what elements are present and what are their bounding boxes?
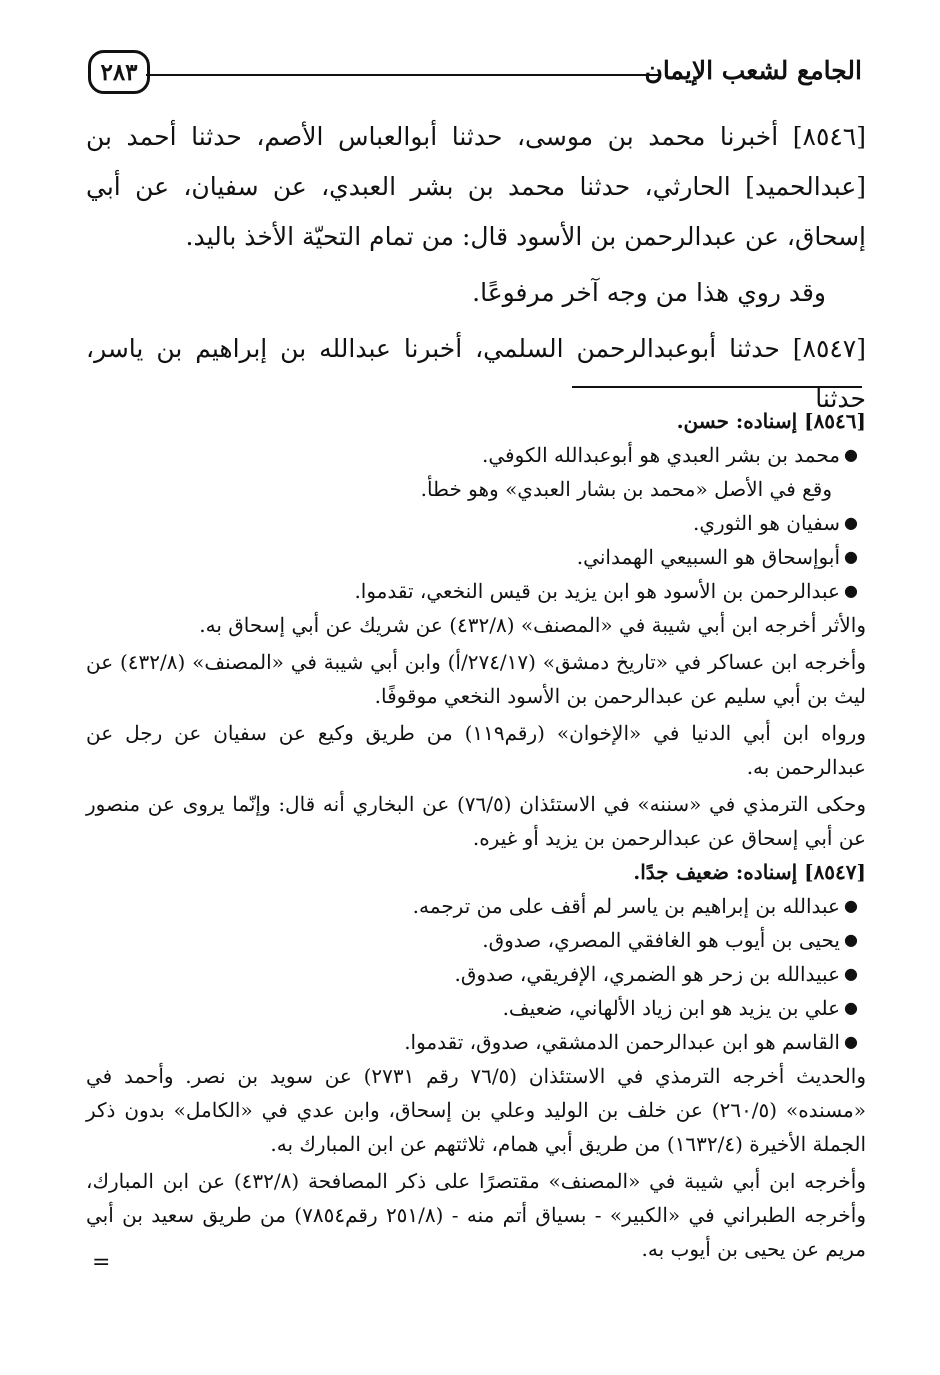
list-item-text: سفيان هو الثوري.	[693, 511, 840, 535]
note-8547-para: وأخرجه ابن أبي شيبة في «المصنف» مقتصرًا على ذكر المصافحة (٤٣٢/٨) عن ابن المبارك، وأخرجه الطبراني في «الكبير» - بسياق أتم منه - (٢٥١/٨ رقم٧٨٥٤) من طريق سعيد بن أبي مريم عن يحيى بن أيوب به.	[86, 1169, 867, 1261]
list-item-text: وقع في الأصل «محمد بن بشار العبدي» وهو خطأ.	[420, 477, 832, 501]
list-item	[86, 923, 858, 957]
bullet-icon: ●	[844, 998, 858, 1017]
continuation-mark: =	[92, 1250, 111, 1275]
bullet-icon: ●	[844, 547, 858, 566]
remark-marfu: وقد روي هذا من وجه آخر مرفوعًا.	[472, 278, 826, 307]
note-8547-bullets	[86, 889, 866, 1059]
bullet-icon: ●	[844, 445, 858, 464]
list-item-text: محمد بن بشر العبدي هو أبوعبدالله الكوفي.	[482, 443, 840, 467]
list-item	[86, 1025, 858, 1059]
footnote-separator	[572, 386, 862, 388]
list-item	[86, 506, 858, 540]
list-item-note	[86, 472, 858, 506]
page-header	[86, 40, 866, 110]
bullet-icon: ●	[844, 964, 858, 983]
list-item-text: أبوإسحاق هو السبيعي الهمداني.	[576, 545, 840, 569]
note-8546-para: والأثر أخرجه ابن أبي شيبة في «المصنف» (٤٣٢/٨) عن شريك عن أبي إسحاق به.	[199, 613, 866, 637]
list-item	[86, 957, 858, 991]
list-item	[86, 574, 858, 608]
hadith-8546: [٨٥٤٦] أخبرنا محمد بن موسى، حدثنا أبوالعباس الأصم، حدثنا أحمد بن [عبدالحميد] الحارثي، حدثنا محمد بن بشر العبدي، عن سفيان، عن أبي إسحاق، عن عبدالرحمن بن الأسود قال: من تمام التحيّة الأخذ باليد.	[86, 122, 866, 251]
list-item-text: علي بن يزيد هو ابن زياد الألهاني، ضعيف.	[502, 996, 840, 1020]
running-title: الجامع لشعب الإيمان	[644, 56, 862, 85]
list-item-text: عبيدالله بن زحر هو الضمري، الإفريقي، صدوق.	[454, 962, 840, 986]
header-rule	[146, 74, 661, 76]
list-item	[86, 991, 858, 1025]
bullet-icon: ●	[844, 513, 858, 532]
main-text	[86, 112, 866, 424]
list-item-text: القاسم هو ابن عبدالرحمن الدمشقي، صدوق، تقدموا.	[404, 1030, 840, 1054]
bullet-icon: ●	[844, 1032, 858, 1051]
list-item	[86, 540, 858, 574]
list-item	[86, 889, 858, 923]
hadith-8547: [٨٥٤٧] حدثنا أبوعبدالرحمن السلمي، أخبرنا عبدالله بن إبراهيم بن ياسر، حدثنا	[86, 334, 866, 413]
bullet-icon: ●	[844, 581, 858, 600]
note-8546-heading: [٨٥٤٦] إسناده: حسن.	[676, 409, 866, 433]
page-number: ٢٨٣	[88, 50, 150, 94]
bullet-icon: ●	[844, 930, 858, 949]
list-item-text: يحيى بن أيوب هو الغافقي المصري، صدوق.	[482, 928, 840, 952]
list-item-text: عبدالله بن إبراهيم بن ياسر لم أقف على من ترجمه.	[412, 894, 840, 918]
footnotes	[86, 404, 866, 1266]
note-8546-bullets	[86, 438, 866, 608]
bullet-icon: ●	[844, 896, 858, 915]
list-item	[86, 438, 858, 472]
note-8546-para: وأخرجه ابن عساكر في «تاريخ دمشق» (٢٧٤/١٧/أ) وابن أبي شيبة في «المصنف» (٤٣٢/٨) عن ليث بن أبي سليم عن عبدالرحمن بن الأسود النخعي موقوفًا.	[86, 650, 866, 708]
note-8546-para: ورواه ابن أبي الدنيا في «الإخوان» (رقم١١٩) من طريق وكيع عن سفيان عن رجل عن عبدالرحمن به.	[86, 721, 866, 779]
list-item-text: عبدالرحمن بن الأسود هو ابن يزيد بن قيس النخعي، تقدموا.	[354, 579, 840, 603]
note-8546-para: وحكى الترمذي في «سننه» في الاستئذان (٧٦/٥) عن البخاري أنه قال: وإنّما يروى عن منصور عن أبي إسحاق عن عبدالرحمن بن يزيد أو غيره.	[86, 792, 867, 850]
note-8547-heading: [٨٥٤٧] إسناده: ضعيف جدًا.	[633, 860, 866, 884]
note-8547-para: والحديث أخرجه الترمذي في الاستئذان (٧٦/٥ رقم ٢٧٣١) عن سويد بن نصر. وأحمد في «مسنده» (٢٦٠/٥) عن خلف بن الوليد وعلي بن إسحاق، وابن عدي في «الكامل» بدون ذكر الجملة الأخيرة (١٦٣٢/٤) من طريق أبي همام، ثلاثتهم عن ابن المبارك به.	[86, 1064, 867, 1156]
